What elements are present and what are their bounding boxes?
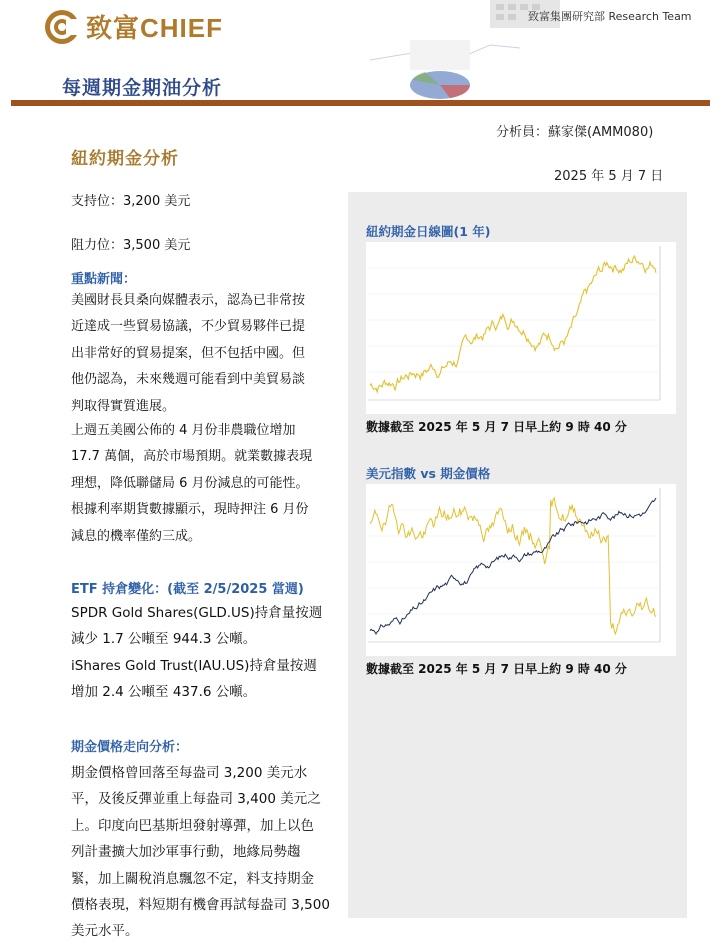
chart2-title: 美元指數 vs 期金價格 xyxy=(366,466,491,481)
text-line: 上週五美國公佈的 4 月份非農職位增加 xyxy=(71,423,296,438)
title-divider xyxy=(11,100,710,106)
trend-paragraph xyxy=(71,760,347,943)
text-line: 減息的機率僅約三成。 xyxy=(71,528,202,544)
text-line: 緊，加上關稅消息飄忽不定，料支持期金 xyxy=(71,870,314,887)
chart1-caption: 數據截至 2025 年 5 月 7 日早上約 9 時 40 分 xyxy=(366,420,627,434)
text-line: 期金價格曾回落至每盎司 3,200 美元水 xyxy=(71,765,308,781)
text-line: 美國財長貝桑向媒體表示，認為已非常按 xyxy=(71,293,306,308)
text-line: 理想，降低聯儲局 6 月份減息的可能性。 xyxy=(71,475,309,491)
resistance-level: 阻力位：3,500 美元 xyxy=(71,238,191,253)
text-line: 美元水平。 xyxy=(71,923,139,940)
text-line: 17.7 萬個，高於市場預期。就業數據表現 xyxy=(71,449,313,465)
report-title: 每週期金期油分析 xyxy=(62,77,223,99)
company-logo xyxy=(44,8,223,45)
section-title: 紐約期金分析 xyxy=(71,149,179,169)
text-line: 減少 1.7 公噸至 944.3 公噸。 xyxy=(71,631,257,648)
logo-mark-icon xyxy=(44,9,80,45)
dxy-vs-gold-chart xyxy=(366,484,676,656)
etf-paragraph xyxy=(71,600,347,706)
text-line: 上。印度向巴基斯坦發射導彈，加上以色 xyxy=(71,817,314,834)
text-line: 出非常好的貿易提案，但不包括中國。但 xyxy=(71,345,306,361)
trend-heading: 期金價格走向分析： xyxy=(71,740,189,755)
text-line: iShares Gold Trust(IAU.US)持倉量按週 xyxy=(71,657,317,674)
research-team-label: 致富集團研究部 Research Team xyxy=(528,10,692,23)
text-line: 平，及後反彈並重上每盎司 3,400 美元之 xyxy=(71,791,321,808)
text-line: 判取得實質進展。 xyxy=(71,398,176,414)
news-paragraph-2 xyxy=(71,418,347,550)
text-line: 價格表現，料短期有機會再試每盎司 3,500 xyxy=(71,897,330,914)
text-line: 他仍認為，未來幾週可能看到中美貿易談 xyxy=(71,372,306,388)
news-paragraph-1 xyxy=(71,288,347,420)
analyst-name: 分析員：蘇家傑(AMM080) xyxy=(496,125,654,140)
text-line: 增加 2.4 公噸至 437.6 公噸。 xyxy=(71,684,257,701)
text-line: SPDR Gold Shares(GLD.US)持倉量按週 xyxy=(71,605,323,621)
chart1-title: 紐約期金日線圖(1 年) xyxy=(366,224,491,239)
news-heading: 重點新聞： xyxy=(71,272,137,287)
logo-text: 致富CHIEF xyxy=(86,13,224,43)
gold-daily-chart xyxy=(366,242,676,414)
text-line: 列計畫擴大加沙軍事行動，地緣局勢趨 xyxy=(71,844,301,861)
chart2-caption: 數據截至 2025 年 5 月 7 日早上約 9 時 40 分 xyxy=(366,662,627,676)
text-line: 根據利率期貨數據顯示，現時押注 6 月份 xyxy=(71,502,309,518)
text-line: 近達成一些貿易協議，不少貿易夥伴已提 xyxy=(71,319,306,335)
report-date: 2025 年 5 月 7 日 xyxy=(554,169,664,184)
etf-heading: ETF 持倉變化：(截至 2/5/2025 當週) xyxy=(71,582,304,597)
support-level: 支持位：3,200 美元 xyxy=(71,194,191,209)
